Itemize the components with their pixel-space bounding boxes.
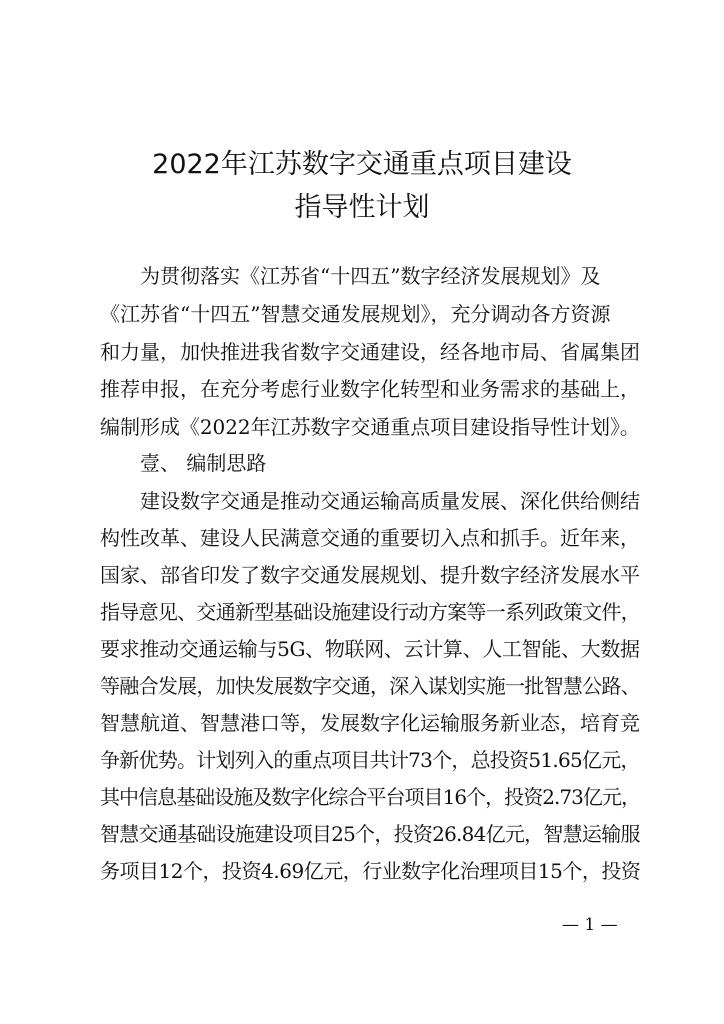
section-line: 构性改革、建设人民满意交通的重要切入点和抓手。近年来， [100,526,640,550]
section-line: 智慧航道、智慧港口等，发展数字化运输服务新业态，培育竞 [100,711,640,735]
section-line: 等融合发展，加快发展数字交通，深入谋划实施一批智慧公路、 [100,674,640,698]
section-heading: 壹、 编制思路 [140,451,267,475]
section-line: 国家、部省印发了数字交通发展规划、提升数字经济发展水平 [100,563,640,587]
section-line: 其中信息基础设施及数字化综合平台项目16个，投资2.73亿元， [100,785,640,809]
section-line: 争新优势。计划列入的重点项目共计73个，总投资51.65亿元， [100,748,640,772]
document-title-line-1: 2022年江苏数字交通重点项目建设 [152,149,572,180]
intro-line: 编制形成《2022年江苏数字交通重点项目建设指导性计划》。 [100,415,640,439]
intro-line: 推荐申报，在充分考虑行业数字化转型和业务需求的基础上， [100,377,640,401]
page-number: — 1 — [562,915,618,935]
section-line: 智慧交通基础设施建设项目25个，投资26.84亿元，智慧运输服 [100,822,640,846]
section-line: 建设数字交通是推动交通运输高质量发展、深化供给侧结 [140,489,640,513]
section-line: 务项目12个，投资4.69亿元，行业数字化治理项目15个，投资 [100,859,641,883]
section-line: 要求推动交通运输与5G、物联网、云计算、人工智能、大数据 [100,637,640,661]
intro-line: 《江苏省“十四五”智慧交通发展规划》，充分调动各方资源 [100,302,611,326]
section-line: 指导意见、交通新型基础设施建设行动方案等一系列政策文件， [100,600,640,624]
intro-line: 和力量，加快推进我省数字交通建设，经各地市局、省属集团 [100,340,640,364]
intro-line: 为贯彻落实《江苏省“十四五”数字经济发展规划》及 [140,264,601,288]
document-title-line-2: 指导性计划 [294,192,430,223]
